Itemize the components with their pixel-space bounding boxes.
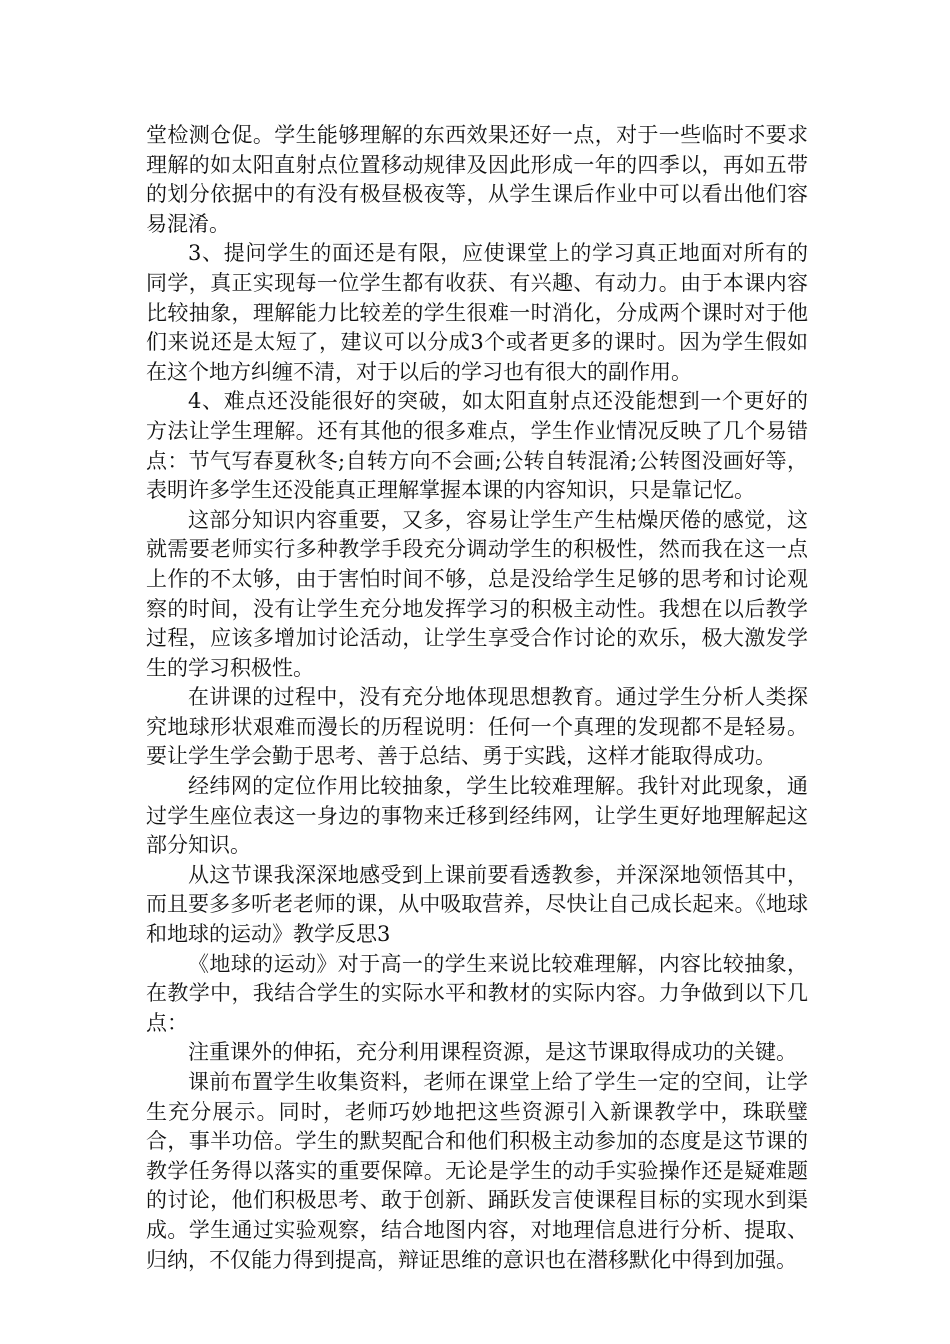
paragraph-10: 课前布置学生收集资料，老师在课堂上给了学生一定的空间，让学生充分展示。同时，老师巧妙地把这些资源引入新课教学中，珠联璧合，事半功倍。学生的默契配合和他们积极主动参加的态度是这节课的教学任务得以落实的重要保障。无论是学生的动手实验操作还是疑难题的讨论，他们积极思考、敢于创新、踊跃发言使课程目标的实现水到渠成。学生通过实验观察，结合地图内容，对地理信息进行分析、提取、归纳，不仅能力得到提高，辩证思维的意识也在潜移默化中得到加强。 <box>146 1070 808 1272</box>
paragraph-3: 4、难点还没能很好的突破，如太阳直射点还没能想到一个更好的方法让学生理解。还有其他的很多难点，学生作业情况反映了几个易错点：节气写春夏秋冬;自转方向不会画;公转自转混淆;公转图没画好等，表明许多学生还没能真正理解掌握本课的内容知识，只是靠记忆。 <box>146 389 808 503</box>
paragraph-4: 这部分知识内容重要，又多，容易让学生产生枯燥厌倦的感觉，这就需要老师实行多种教学手段充分调动学生的积极性，然而我在这一点上作的不太够，由于害怕时间不够，总是没给学生足够的思考和讨论观察的时间，没有让学生充分地发挥学习的积极主动性。我想在以后教学过程，应该多增加讨论活动，让学生享受合作讨论的欢乐，极大激发学生的学习积极性。 <box>146 507 808 680</box>
paragraph-9: 注重课外的伸拓，充分利用课程资源，是这节课取得成功的关键。 <box>188 1040 797 1065</box>
paragraph-5: 在讲课的过程中，没有充分地体现思想教育。通过学生分析人类探究地球形状艰难而漫长的历程说明：任何一个真理的发现都不是轻易。要让学生学会勤于思考、善于总结、勇于实践，这样才能取得成功。 <box>146 685 808 769</box>
paragraph-2: 3、提问学生的面还是有限，应使课堂上的学习真正地面对所有的同学，真正实现每一位学生都有收获、有兴趣、有动力。由于本课内容比较抽象，理解能力比较差的学生很难一时消化，分成两个课时对于他们来说还是太短了，建议可以分成3个或者更多的课时。因为学生假如在这个地方纠缠不清，对于以后的学习也有很大的副作用。 <box>146 241 808 384</box>
document-body <box>146 121 808 1275</box>
paragraph-8: 《地球的运动》对于高一的学生来说比较难理解，内容比较抽象，在教学中，我结合学生的实际水平和教材的实际内容。力争做到以下几点： <box>146 951 808 1035</box>
paragraph-6: 经纬网的定位作用比较抽象，学生比较难理解。我针对此现象，通过学生座位表这一身边的事物来迁移到经纬网，让学生更好地理解起这部分知识。 <box>146 774 808 858</box>
paragraph-1: 堂检测仓促。学生能够理解的东西效果还好一点，对于一些临时不要求理解的如太阳直射点位置移动规律及因此形成一年的四季以，再如五带的划分依据中的有没有极昼极夜等，从学生课后作业中可以看出他们容易混淆。 <box>146 123 808 236</box>
paragraph-7: 从这节课我深深地感受到上课前要看透教参，并深深地领悟其中，而且要多多听老老师的课，从中吸取营养，尽快让自己成长起来。《地球和地球的运动》教学反思3 <box>146 862 808 947</box>
